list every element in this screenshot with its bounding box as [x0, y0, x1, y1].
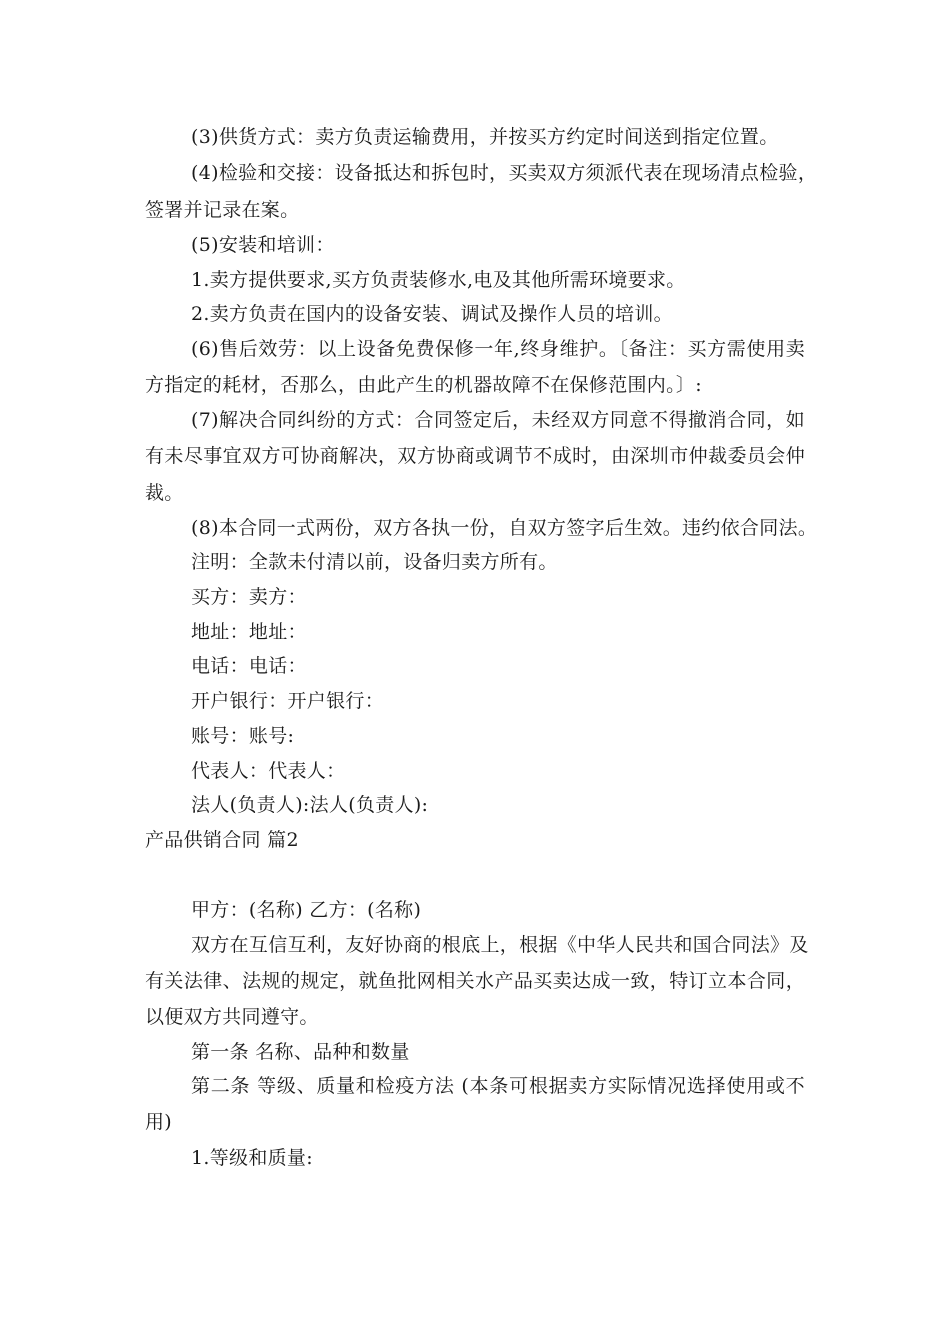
text-line: 有未尽事宜双方可协商解决，双方协商或调节不成时，由深圳市仲裁委员会仲	[145, 445, 805, 467]
text-line: 第二条 等级、质量和检疫方法 (本条可根据卖方实际情况选择使用或不	[191, 1075, 805, 1097]
text-line: 以便双方共同遵守。	[145, 1006, 319, 1028]
text-line: 裁。	[145, 482, 184, 504]
text-line: 账号：账号:	[191, 725, 295, 747]
text-line: (5)安装和培训：	[191, 234, 335, 256]
text-line: (4)检验和交接：设备抵达和拆包时，买卖双方须派代表在现场清点检验，	[191, 162, 818, 184]
text-line: 地址：地址：	[191, 621, 307, 643]
text-line: 签署并记录在案。	[145, 199, 300, 221]
text-line: 法人(负责人):法人(负责人):	[191, 794, 429, 816]
text-line: (7)解决合同纠纷的方式：合同签定后，未经双方同意不得撤消合同，如	[191, 409, 805, 431]
text-line: 第一条 名称、品种和数量	[191, 1041, 410, 1063]
text-line: (3)供货方式：卖方负责运输费用，并按买方约定时间送到指定位置。	[191, 126, 779, 148]
text-line: 买方：卖方：	[191, 586, 307, 608]
text-line: (8)本合同一式两份，双方各执一份，自双方签字后生效。违约依合同法。	[191, 517, 818, 539]
text-line: 双方在互信互利，友好协商的根底上，根据《中华人民共和国合同法》及	[191, 934, 809, 956]
text-line: 1.卖方提供要求,买方负责装修水,电及其他所需环境要求。	[191, 269, 686, 291]
text-line: 方指定的耗材，否那么，由此产生的机器故障不在保修范围内。〕:	[145, 374, 702, 396]
text-line: 1.等级和质量:	[191, 1147, 313, 1169]
text-line: 甲方：(名称) 乙方：(名称)	[191, 899, 422, 921]
section-heading: 产品供销合同 篇2	[145, 829, 299, 851]
text-line: 代表人：代表人：	[191, 760, 346, 782]
text-line: 开户银行：开户银行：	[191, 690, 385, 712]
text-line: 有关法律、法规的规定，就鱼批网相关水产品买卖达成一致，特订立本合同，	[145, 970, 805, 992]
text-line: 注明：全款未付清以前，设备归卖方所有。	[191, 551, 558, 573]
text-line: 2.卖方负责在国内的设备安装、调试及操作人员的培训。	[191, 303, 673, 325]
text-line: 用)	[145, 1111, 173, 1133]
text-line: 电话：电话：	[191, 655, 307, 677]
text-line: (6)售后效劳：以上设备免费保修一年,终身维护。〔备注：买方需使用卖	[191, 338, 805, 360]
